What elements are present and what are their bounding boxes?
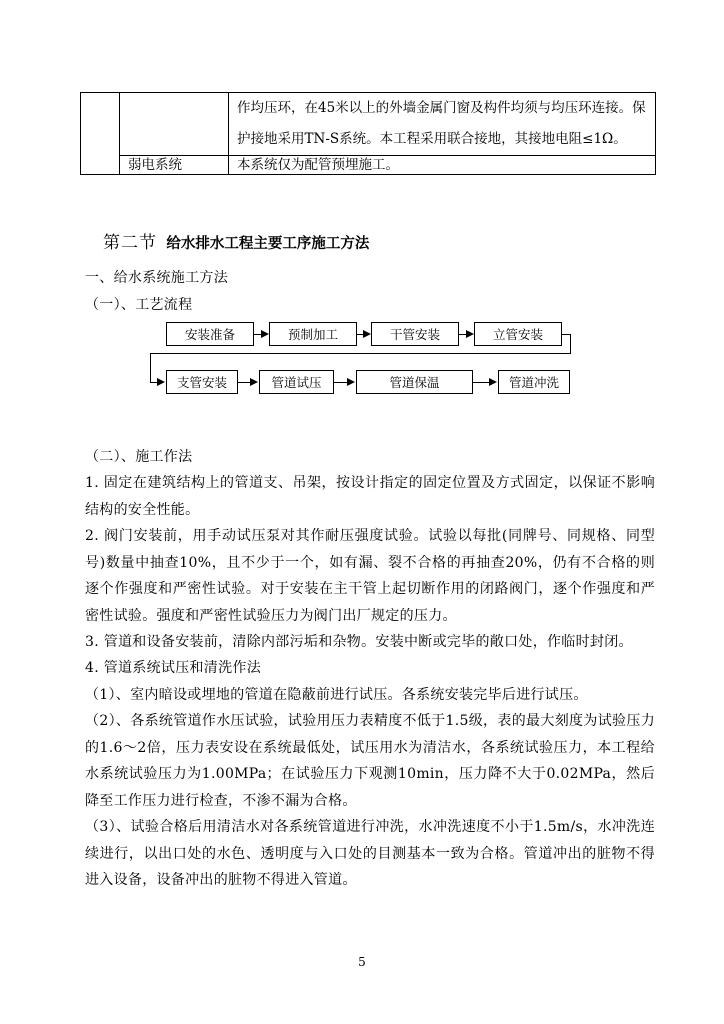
paragraph-6: （2）、各系统管道作水压试验，试验用压力表精度不低于1.5级，表的最大刻度为试验压力的1.6～2倍，压力表安设在系统最低处，试压用水为清洁水，各系统试验压力，本工程给水系统试验压力为1.00MPa；在试验压力下观测10min，压力降不大于0.02MPa，然后降至工作压力进行检查，不渗不漏为合格。 <box>85 713 655 809</box>
table-cell-text: 本系统仅为配管预埋施工。 <box>229 156 656 175</box>
flow-step-8: 管道冲洗 <box>498 370 570 394</box>
flow-connector <box>473 382 490 383</box>
arrow-right-icon <box>261 330 269 338</box>
paragraph-7: （3）、试验合格后用清洁水对各系统管道进行冲洗，水冲洗速度不小于1.5m/s，水冲洗连续进行，以出口处的水色、透明度与入口处的目测基本一致为合格。管道冲出的脏物不得进入设备，设备冲出的脏物不得进入管道。 <box>85 819 655 888</box>
section-title <box>103 228 369 253</box>
paragraph-2: 2. 阀门安装前，用手动试压泵对其作耐压强度试验。试验以每批(同牌号、同规格、同型号)数量中抽查10%，且不少于一个，如有漏、裂不合格的再抽查20%，仍有不合格的则逐个作强度和严密性试验。对于安装在主干管上起切断作用的闭路阀门，逐个作强度和严密性试验。强度和严密性试验压力为阀门出厂规定的压力。 <box>85 528 655 624</box>
flow-step-7: 管道保温 <box>356 370 473 394</box>
table-row <box>81 156 656 175</box>
arrow-right-icon <box>250 378 258 386</box>
section-number: 第二节 <box>103 233 157 253</box>
arrow-right-icon <box>347 378 355 386</box>
table-cell-label: 弱电系统 <box>120 156 229 175</box>
arrow-right-icon <box>466 330 474 338</box>
flow-connector <box>334 382 348 383</box>
section-name: 给水排水工程主要工序施工方法 <box>166 236 370 252</box>
table-cell-text: 作均压环，在45米以上的外墙金属门窗及构件均须与均压环连接。保护接地采用TN-S系统。本工程采用联合接地，其接地电阻≤1Ω。 <box>229 93 656 156</box>
flow-step-3: 干管安装 <box>371 322 459 346</box>
flow-connector <box>570 334 571 354</box>
page-number: 5 <box>358 955 366 969</box>
arrow-right-icon <box>157 378 165 386</box>
flow-connector <box>562 334 570 335</box>
paragraph-1: 1. 固定在建筑结构上的管道支、吊架，按设计指定的固定位置及方式固定，以保证不影响结构的安全性能。 <box>85 475 655 518</box>
flow-connector <box>150 353 571 354</box>
flow-connector <box>150 353 151 383</box>
paragraph-4: 4. 管道系统试压和清洗作法 <box>85 660 262 676</box>
heading-construction-method: （二）、施工作法 <box>85 449 193 465</box>
paragraph-5: （1）、室内暗设或埋地的管道在隐蔽前进行试压。各系统安装完毕后进行试压。 <box>85 687 588 703</box>
heading-water-supply: 一、给水系统施工方法 <box>85 270 228 286</box>
heading-process-flow: （一）、工艺流程 <box>85 297 193 313</box>
flow-step-2: 预制加工 <box>269 322 357 346</box>
flow-step-5: 支管安装 <box>166 370 238 394</box>
flow-step-1: 安装准备 <box>166 322 254 346</box>
spec-table <box>80 92 656 175</box>
table-cell-empty-label <box>120 93 229 156</box>
flow-step-6: 管道试压 <box>259 370 334 394</box>
paragraph-3: 3. 管道和设备安装前，清除内部污垢和杂物。安装中断或完毕的敞口处，作临时封闭。 <box>85 634 633 650</box>
arrow-right-icon <box>363 330 371 338</box>
table-cell-empty <box>81 93 120 175</box>
arrow-right-icon <box>489 378 497 386</box>
table-row <box>81 93 656 156</box>
flow-step-4: 立管安装 <box>474 322 562 346</box>
